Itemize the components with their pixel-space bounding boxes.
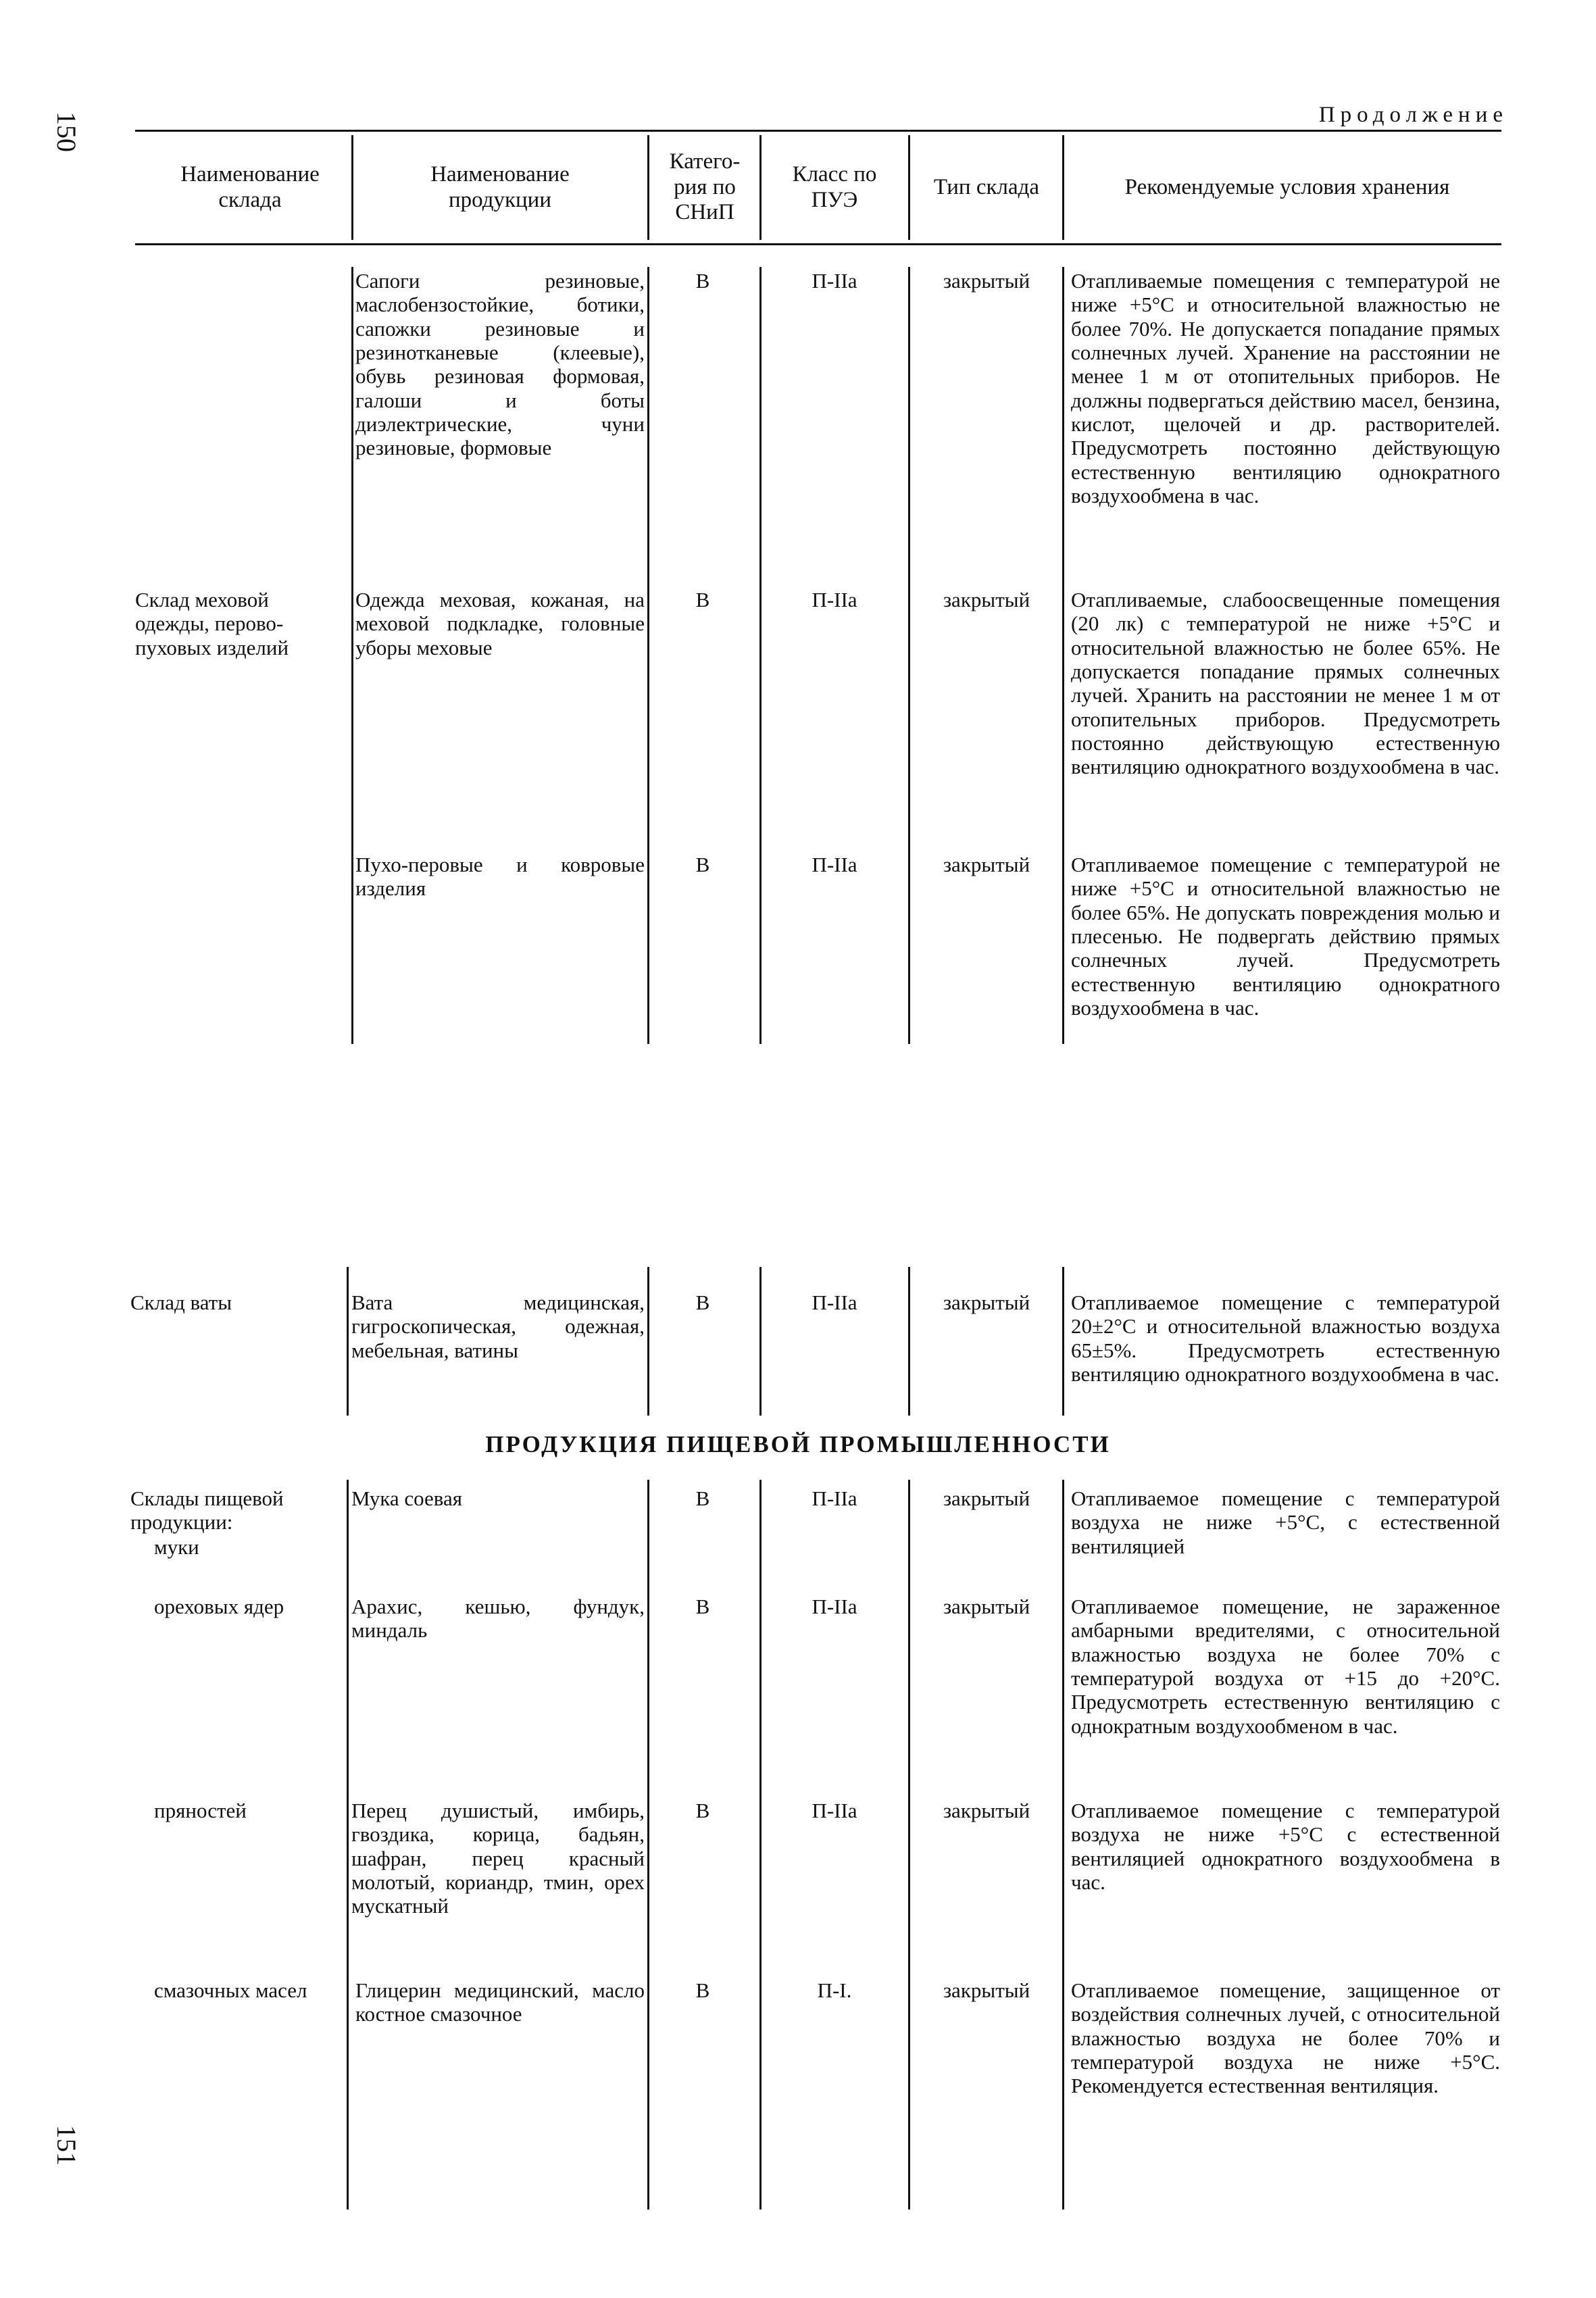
- header-conditions: Рекомендуемые условия хранения: [1124, 174, 1450, 199]
- food-row-1-product: Мука соевая: [351, 1487, 463, 1510]
- column-divider: [347, 1267, 349, 1416]
- food-row-3-product: Перец душистый, имбирь, гвоздика, корица, бадьян, шафран, перец красный молотый, кориандр, тмин, орех мускатный: [351, 1799, 645, 1918]
- food-row-4-type: закрытый: [943, 1978, 1030, 2002]
- table-row-2-product: Одежда меховая, кожаная, на меховой подкладке, головные уборы меховые: [355, 588, 645, 659]
- food-row-3-conditions: Отапливаемое помещение с температурой воздуха не ниже +5°С с естественной вентиляцией однократного воздухообмена в час.: [1071, 1799, 1500, 1894]
- column-divider: [908, 1267, 910, 1416]
- column-divider: [1062, 1267, 1064, 1416]
- food-row-1-warehouse: муки: [154, 1535, 199, 1559]
- food-row-4-class: П-I.: [817, 1978, 852, 2002]
- table-row-4-category: В: [695, 1291, 710, 1314]
- page-number-bottom: 151: [51, 2125, 82, 2166]
- column-divider: [908, 1480, 910, 2209]
- column-divider: [647, 1480, 649, 2209]
- table-row-2-class: П-IIа: [812, 588, 857, 611]
- table-row-2-warehouse: Склад меховой одежды, перово-пуховых изделий: [135, 588, 289, 659]
- column-divider: [1062, 267, 1064, 1044]
- table-row-4-warehouse: Склад ваты: [130, 1291, 232, 1314]
- table-row-1-type: закрытый: [943, 269, 1030, 293]
- food-row-4-conditions: Отапливаемое помещение, защищенное от воздействия солнечных лучей, с относительной влажностью воздуха не более 70% и температурой воздуха не ниже +5°С. Рекомендуется естественная вентиляция.: [1071, 1978, 1500, 2098]
- page-number-top: 150: [51, 111, 82, 152]
- section-title: ПРОДУКЦИЯ ПИЩЕВОЙ ПРОМЫШЛЕННОСТИ: [485, 1431, 1111, 1457]
- continuation-label: Продолжение: [1318, 103, 1508, 127]
- header-divider: [908, 135, 910, 240]
- food-row-4-product: Глицерин медицинский, масло костное смазочное: [355, 1978, 645, 2026]
- table-row-3-category: В: [695, 853, 710, 876]
- food-row-2-category: В: [695, 1595, 710, 1618]
- food-row-1-conditions: Отапливаемое помещение с температурой воздуха не ниже +5°С, с естественной вентиляцией: [1071, 1487, 1500, 1558]
- header-type: Тип склада: [933, 174, 1040, 199]
- header-divider: [351, 135, 353, 240]
- column-divider: [351, 267, 353, 1044]
- food-row-4-category: В: [695, 1978, 710, 2002]
- food-row-3-warehouse: пряностей: [154, 1799, 247, 1822]
- food-row-1-type: закрытый: [943, 1487, 1030, 1510]
- header-bottom-rule: [135, 243, 1501, 245]
- table-row-1-category: В: [695, 269, 710, 293]
- column-divider: [1062, 1480, 1064, 2209]
- food-row-2-warehouse: ореховых ядер: [154, 1595, 284, 1618]
- table-row-3-type: закрытый: [943, 853, 1030, 876]
- column-divider: [908, 267, 910, 1044]
- header-top-rule: [135, 130, 1501, 132]
- column-divider: [347, 1480, 349, 2209]
- table-row-1-product: Сапоги резиновые, маслобензостойкие, ботики, сапожки резиновые и резинотканевые (клеевые), обувь резиновая формовая, галоши и боты диэлектрические, чуни резиновые, формовые: [355, 269, 645, 460]
- table-row-1-conditions: Отапливаемые помещения с температурой не ниже +5°С и относительной влажностью не более 70%. Не допускается попадание прямых солнечных лучей. Хранение на расстоянии не менее 1 м от отопительных приборов. Не должны подвергаться действию масел, бензина, кислот, щелочей и др. растворителей. Предусмотреть постоянно действующую естественную вентиляцию однократного воздухообмена в час.: [1071, 269, 1500, 507]
- column-divider: [759, 1267, 762, 1416]
- food-row-2-conditions: Отапливаемое помещение, не зараженное амбарными вредителями, с относительной влажностью воздуха не более 70% с температурой воздуха от +15 до +20°С. Предусмотреть естественную вентиляцию с однократным воздухообменом в час.: [1071, 1595, 1500, 1738]
- header-divider: [1062, 135, 1064, 240]
- food-row-1-category: В: [695, 1487, 710, 1510]
- table-row-2-conditions: Отапливаемые, слабоосвещенные помещения (20 лк) с температурой не ниже +5°С и относительной влажностью не более 65%. Не допускается попадание прямых солнечных лучей. Хранить на расстоянии не менее 1 м от отопительных приборов. Предусмотреть постоянно действующую естественную вентиляцию однократного воздухообмена в час.: [1071, 588, 1500, 779]
- header-category: Катего- рия по СНиП: [669, 149, 741, 225]
- food-row-4-warehouse: смазочных масел: [154, 1978, 307, 2002]
- column-divider: [647, 1267, 649, 1416]
- food-row-3-class: П-IIа: [812, 1799, 857, 1822]
- column-divider: [647, 267, 649, 1044]
- food-row-1-class: П-IIа: [812, 1487, 857, 1510]
- table-row-3-product: Пухо-перовые и ковровые изделия: [355, 853, 645, 901]
- header-class: Класс по ПУЭ: [792, 161, 877, 212]
- table-row-2-type: закрытый: [943, 588, 1030, 611]
- food-row-2-type: закрытый: [943, 1595, 1030, 1618]
- table-row-2-category: В: [695, 588, 710, 611]
- food-row-2-product: Арахис, кешью, фундук, миндаль: [351, 1595, 645, 1643]
- food-row-3-type: закрытый: [943, 1799, 1030, 1822]
- table-row-4-conditions: Отапливаемое помещение с температурой 20±2°С и относительной влажностью воздуха 65±5%. Предусмотреть естественную вентиляцию однократного воздухообмена в час.: [1071, 1291, 1500, 1386]
- food-row-1-warehouse-group: Склады пищевой продукции:: [130, 1487, 284, 1534]
- header-product: Наименование продукции: [430, 161, 570, 212]
- food-row-3-category: В: [695, 1799, 710, 1822]
- header-warehouse: Наименование склада: [180, 161, 320, 212]
- column-divider: [759, 1480, 762, 2209]
- table-row-4-product: Вата медицинская, гигроскопическая, одежная, мебельная, ватины: [351, 1291, 645, 1362]
- table-row-1-class: П-IIа: [812, 269, 857, 293]
- table-row-3-class: П-IIа: [812, 853, 857, 876]
- table-row-3-conditions: Отапливаемое помещение с температурой не ниже +5°С и относительной влажностью не более 65%. Не допускать повреждения молью и плесенью. Не подвергать действию прямых солнечных лучей. Предусмотреть естественную вентиляцию однократного воздухообмена в час.: [1071, 853, 1500, 1020]
- table-row-4-class: П-IIа: [812, 1291, 857, 1314]
- column-divider: [759, 267, 762, 1044]
- header-divider: [759, 135, 762, 240]
- header-divider: [647, 135, 649, 240]
- table-row-4-type: закрытый: [943, 1291, 1030, 1314]
- food-row-2-class: П-IIа: [812, 1595, 857, 1618]
